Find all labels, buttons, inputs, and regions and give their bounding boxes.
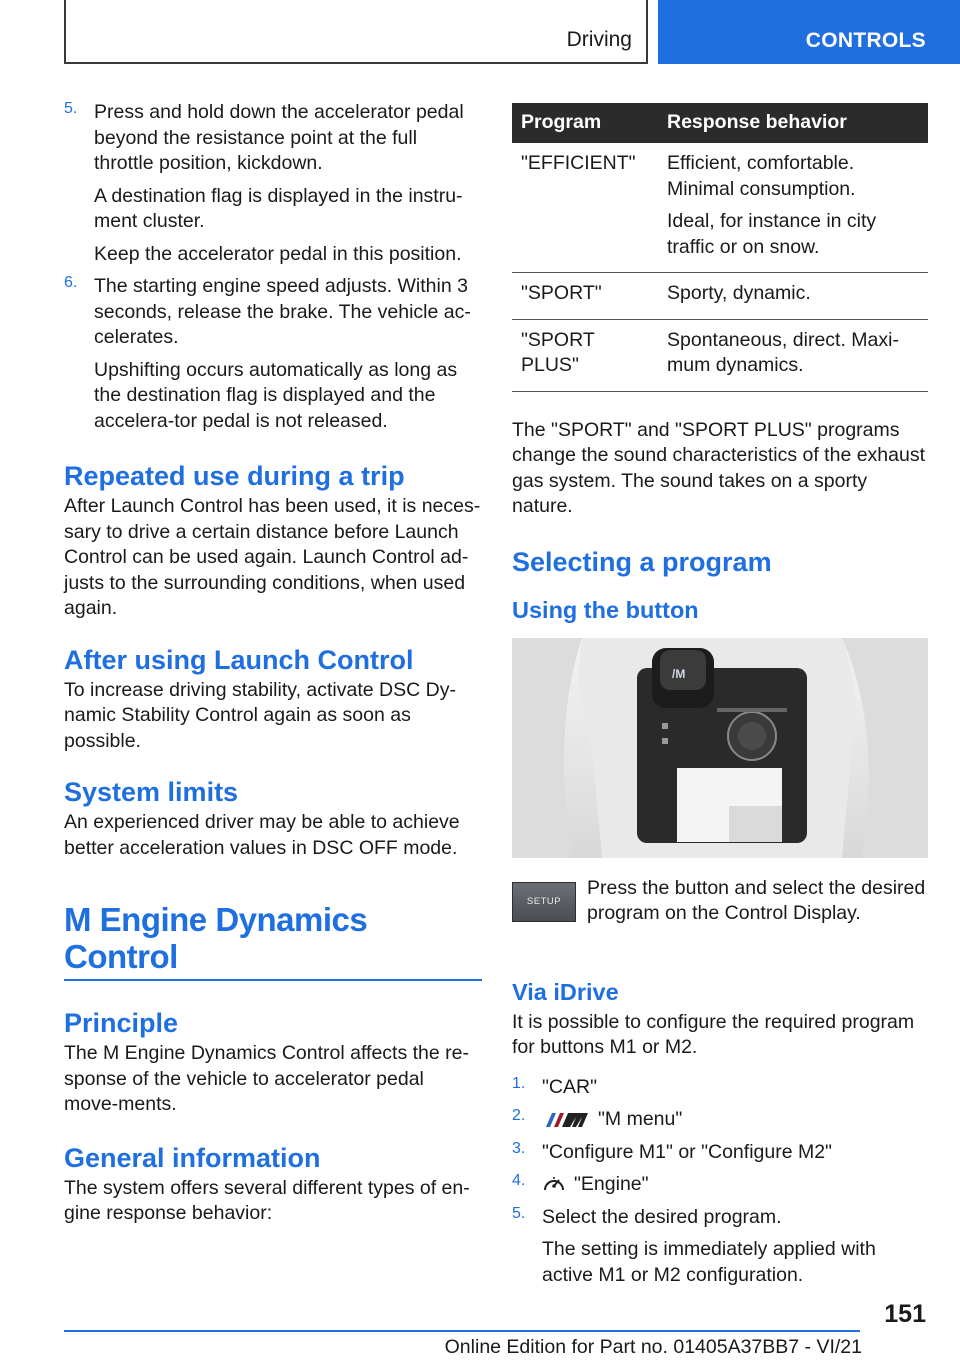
step-number: 6. bbox=[64, 274, 78, 291]
step-text: The starting engine speed adjusts. Within 3 seconds, release the brake. The vehicle ac-celerates. bbox=[94, 275, 471, 348]
behavior-line: Sporty, dynamic. bbox=[667, 282, 811, 304]
after-launch-body: To increase driving stability, activate DSC Dy-namic Stability Control again as soon as possible. bbox=[64, 678, 456, 752]
behavior-line: Spontaneous, direct. Maxi-mum dynamics. bbox=[667, 328, 899, 376]
via-idrive-heading: Via iDrive bbox=[512, 978, 619, 1005]
right-column bbox=[512, 103, 928, 1295]
principle-body: The M Engine Dynamics Control affects the re-sponse of the vehicle to accelerator pedal move-ments. bbox=[64, 1042, 469, 1115]
table-header-row bbox=[512, 103, 928, 143]
step-number: 2. bbox=[512, 1107, 526, 1124]
repeated-use-body: After Launch Control has been used, it is neces-sary to drive a certain distance before Launch Control can be used again. Launch Control ad-justs to the surrounding conditions, when used again. bbox=[64, 495, 481, 619]
idrive-step-3 bbox=[512, 1140, 928, 1166]
step-text: Press and hold down the accelerator pedal beyond the resistance point at the full throttle position, kickdown. bbox=[94, 101, 464, 174]
engine-gauge-icon bbox=[542, 1174, 566, 1196]
step-5 bbox=[64, 100, 482, 267]
table-cell-behavior bbox=[658, 273, 928, 320]
center-console-photo bbox=[512, 638, 928, 858]
setup-button[interactable]: SETUP bbox=[512, 882, 576, 922]
header-section-tab bbox=[64, 0, 648, 64]
using-button-heading: Using the button bbox=[512, 596, 699, 623]
svg-text:/M: /M bbox=[672, 666, 686, 681]
footer-rule bbox=[64, 1330, 860, 1332]
center-console-illustration bbox=[512, 638, 928, 858]
step-number: 4. bbox=[512, 1172, 526, 1189]
step-subtext: Upshifting occurs automatically as long as the destination flag is displayed and the accelera-tor pedal is not released. bbox=[94, 358, 458, 432]
mdc-title-line2: Control bbox=[64, 938, 178, 975]
title-rule bbox=[64, 979, 482, 981]
system-limits-heading: System limits bbox=[64, 777, 239, 807]
setup-instruction bbox=[512, 876, 928, 936]
step-text: Select the desired program. bbox=[542, 1205, 782, 1228]
page-number: 151 bbox=[884, 1300, 926, 1328]
table-header-behavior: Response behavior bbox=[658, 103, 928, 143]
footer-edition: Online Edition for Part no. 01405A37BB7 - VI/21 bbox=[444, 1336, 862, 1358]
after-launch-heading: After using Launch Control bbox=[64, 644, 414, 675]
step-number: 1. bbox=[512, 1074, 526, 1092]
header-chapter-tab bbox=[658, 0, 960, 64]
step-text: "CAR" bbox=[542, 1075, 598, 1098]
general-info-heading: General information bbox=[64, 1142, 321, 1173]
sound-note: The "SPORT" and "SPORT PLUS" programs change the sound characteristics of the exhaust gas system. The sound takes on a sporty nature. bbox=[512, 418, 926, 517]
left-column bbox=[64, 100, 482, 1227]
step-line bbox=[542, 1107, 928, 1133]
principle-heading: Principle bbox=[64, 1008, 179, 1038]
table-row bbox=[512, 143, 928, 273]
table-cell-program: "SPORT" bbox=[512, 273, 658, 320]
step-number: 5. bbox=[512, 1204, 526, 1222]
table-cell-program: "EFFICIENT" bbox=[512, 143, 658, 273]
general-info-body: The system offers several different types of en-gine response behavior: bbox=[64, 1176, 470, 1224]
step-subtext: The setting is immediately applied with active M1 or M2 configuration. bbox=[542, 1238, 876, 1286]
idrive-body: It is possible to configure the required program for buttons M1 or M2. bbox=[512, 1010, 915, 1058]
repeated-use-heading: Repeated use during a trip bbox=[64, 461, 405, 491]
system-limits-body: An experienced driver may be able to achieve better acceleration values in DSC OFF mode. bbox=[64, 811, 460, 859]
step-subtext: A destination flag is displayed in the instru-ment cluster. bbox=[94, 184, 463, 232]
step-6 bbox=[64, 274, 482, 434]
idrive-steps bbox=[512, 1075, 928, 1289]
header-chapter-label: CONTROLS bbox=[805, 29, 926, 52]
header-section-label: Driving bbox=[566, 28, 632, 51]
m-logo-icon bbox=[542, 1112, 590, 1128]
setup-text: Press the button and select the desired program on the Control Display. bbox=[587, 876, 926, 924]
table-row bbox=[512, 273, 928, 320]
step-number: 5. bbox=[64, 100, 78, 117]
step-text: "Configure M1" or "Configure M2" bbox=[542, 1140, 832, 1163]
mdc-title-line1: M Engine Dynamics bbox=[64, 901, 368, 938]
step-subtext: Keep the accelerator pedal in this position. bbox=[94, 242, 462, 265]
table-header-program: Program bbox=[512, 103, 658, 143]
step-line bbox=[542, 1172, 928, 1198]
table-cell-program: "SPORT PLUS" bbox=[512, 319, 658, 391]
behavior-line: Efficient, comfortable. Minimal consumption. bbox=[667, 152, 856, 200]
selecting-program-heading: Selecting a program bbox=[512, 546, 772, 577]
idrive-step-1 bbox=[512, 1075, 928, 1101]
table-row bbox=[512, 319, 928, 391]
step-text: "Engine" bbox=[574, 1173, 649, 1195]
idrive-step-5 bbox=[512, 1205, 928, 1289]
step-text: "M menu" bbox=[598, 1108, 683, 1130]
behavior-line: Ideal, for instance in city traffic or on snow. bbox=[667, 210, 877, 258]
step-number: 3. bbox=[512, 1139, 526, 1157]
table-cell-behavior bbox=[658, 319, 928, 391]
table-cell-behavior bbox=[658, 143, 928, 273]
idrive-step-4 bbox=[512, 1172, 928, 1198]
program-table bbox=[512, 103, 928, 392]
idrive-step-2 bbox=[512, 1107, 928, 1133]
